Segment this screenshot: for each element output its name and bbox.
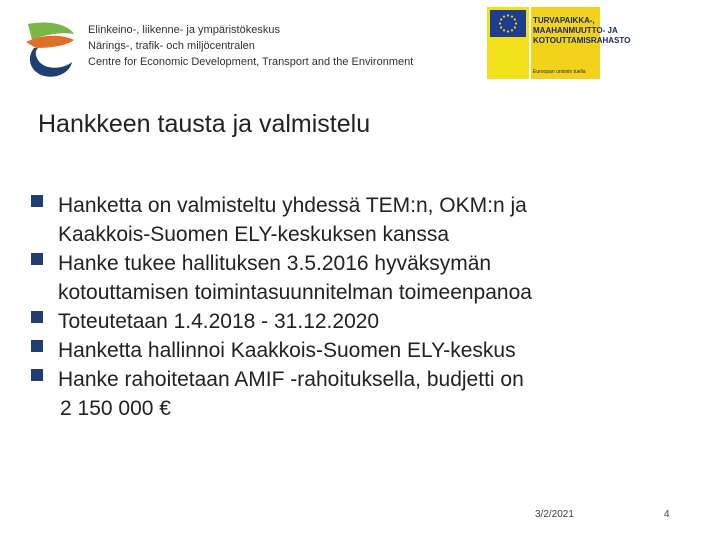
bullet-item: [30, 191, 670, 249]
bullet-line: Hanke rahoitetaan AMIF -rahoituksella, budjetti on: [58, 368, 524, 391]
amif-line-2: MAAHANMUUTTO- JA: [533, 26, 618, 35]
amif-fund-name: [533, 16, 630, 46]
ely-name-fi: Elinkeino-, liikenne- ja ympäristökeskus: [88, 24, 280, 36]
ely-leaf-logo-icon: [22, 18, 78, 80]
slide-page-number: 4: [664, 509, 670, 520]
slide-title: Hankkeen tausta ja valmistelu: [38, 110, 371, 138]
bullet-item: [30, 249, 670, 307]
eu-flag-icon: [490, 10, 526, 37]
bullet-item: [30, 365, 670, 423]
bullet-line: kotouttamisen toimintasuunnitelman toimeenpanoa: [58, 281, 532, 304]
bullet-item: [30, 307, 670, 336]
slide-date: 3/2/2021: [535, 509, 574, 520]
bullet-square-icon: [31, 369, 43, 381]
eu-funded-label: Euroopan unionin tuella: [533, 69, 586, 75]
ely-agency-name: [88, 22, 413, 70]
bullet-line: Hanketta hallinnoi Kaakkois-Suomen ELY-keskus: [58, 339, 516, 362]
bullet-square-icon: [31, 340, 43, 352]
bullet-line: Toteutetaan 1.4.2018 - 31.12.2020: [58, 310, 380, 333]
slide-header: [0, 0, 720, 90]
bullet-line: 2 150 000 €: [60, 397, 171, 420]
ely-name-en: Centre for Economic Development, Transport and the Environment: [88, 56, 414, 68]
bullet-square-icon: [31, 195, 43, 207]
bullet-square-icon: [31, 253, 43, 265]
bullet-item: [30, 336, 670, 365]
bullet-line: Hanke tukee hallituksen 3.5.2016 hyväksymän: [58, 252, 492, 275]
amif-line-3: KOTOUTTAMISRAHASTO: [533, 36, 631, 45]
amif-line-1: TURVAPAIKKA-,: [533, 16, 595, 25]
bullet-line: Hanketta on valmisteltu yhdessä TEM:n, OKM:n ja: [58, 194, 527, 217]
bullet-square-icon: [31, 311, 43, 323]
ely-name-sv: Närings-, trafik- och miljöcentralen: [88, 40, 255, 52]
bullet-list: [30, 191, 670, 423]
bullet-line: Kaakkois-Suomen ELY-keskuksen kanssa: [58, 223, 450, 246]
amif-logo: [487, 7, 631, 79]
